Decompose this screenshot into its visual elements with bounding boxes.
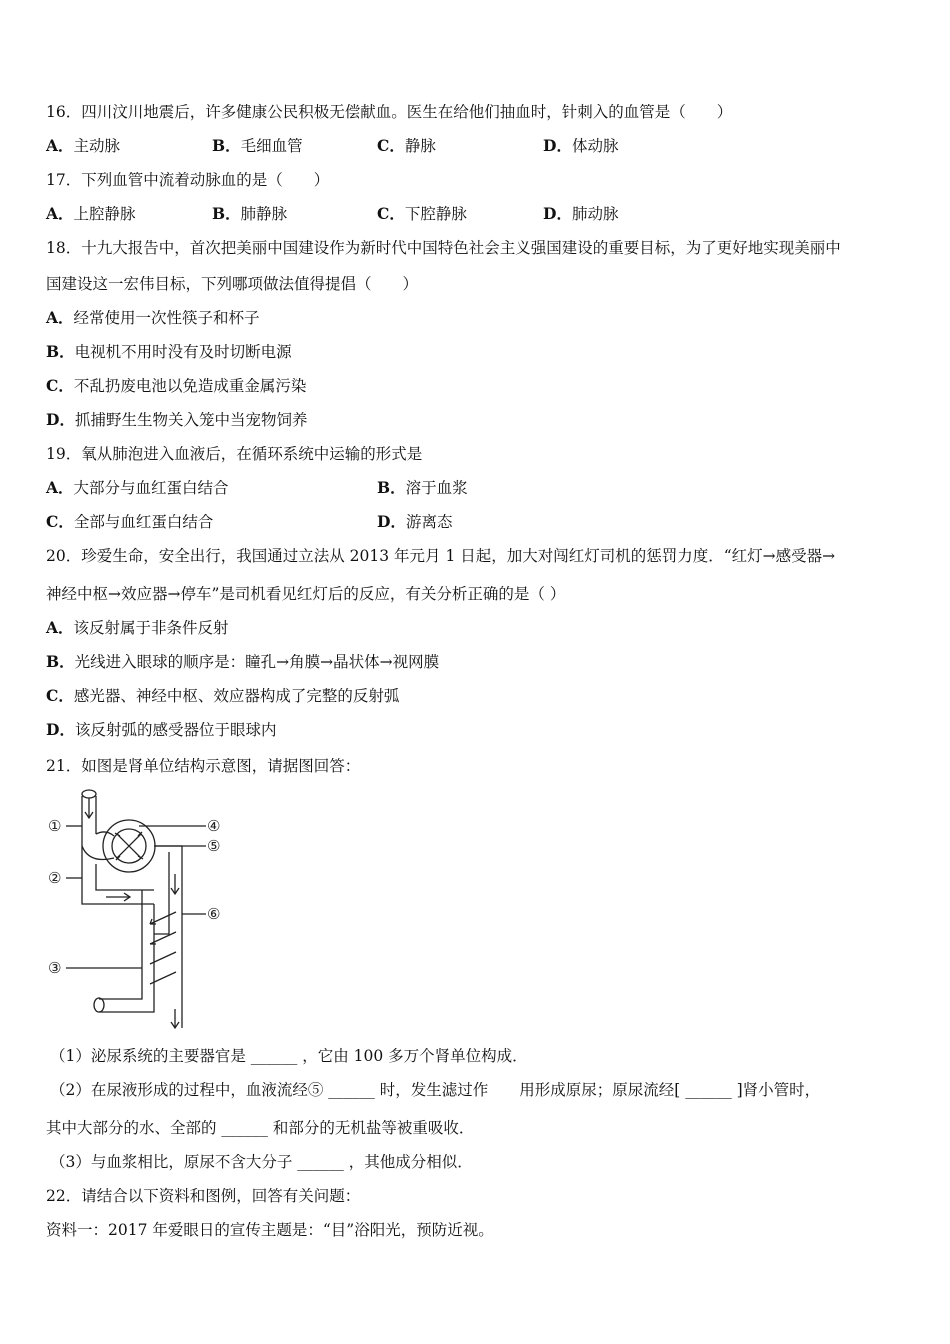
label-3: ③: [48, 959, 62, 977]
glomerulus-cross: [117, 834, 141, 858]
q17-stem: 17．下列血管中流着动脉血的是（ ）: [46, 171, 330, 189]
q20-stem-line2: 神经中枢→效应器→停车”是司机看见红灯后的反应，有关分析正确的是（ ）: [46, 585, 566, 603]
q17-option-d: D．肺动脉: [543, 204, 619, 223]
q21-sub1: （1）泌尿系统的主要器官是 ______ ，它由 100 多万个肾单位构成．: [50, 1047, 528, 1065]
label-5: ⑤: [207, 837, 221, 855]
q22-stem: 22．请结合以下资料和图例，回答有关问题：: [46, 1187, 361, 1205]
nephron-svg: [44, 784, 244, 1034]
flow-arrow-right: [106, 893, 130, 901]
q20-option-c: C．感光器、神经中枢、效应器构成了完整的反射弧: [46, 686, 400, 705]
q19-option-a: A．大部分与血红蛋白结合: [46, 478, 229, 497]
q16-option-c: C．静脉: [377, 136, 436, 155]
q18-option-a: A．经常使用一次性筷子和杯子: [46, 308, 260, 327]
q20-option-a: A．该反射属于非条件反射: [46, 618, 229, 637]
q21-sub2-line1: （2）在尿液形成的过程中，血液流经⑤ ______ 时，发生滤过作 用形成原尿；原尿流经[ ______ ]肾小管时，: [50, 1081, 821, 1099]
q17-option-c: C．下腔静脉: [377, 204, 467, 223]
q19-option-d: D．游离态: [377, 512, 453, 531]
q17-option-b: B．肺静脉: [212, 204, 288, 223]
q18-option-d: D．抓捕野生生物关入笼中当宠物饲养: [46, 410, 308, 429]
q16-stem: 16．四川汶川地震后，许多健康公民积极无偿献血。医生在给他们抽血时，针刺入的血管是（ ）: [46, 103, 733, 121]
loop-descending: [99, 890, 154, 1012]
label-2: ②: [48, 869, 62, 887]
q18-option-c: C．不乱扔废电池以免造成重金属污染: [46, 376, 307, 395]
q18-stem-line1: 18．十九大报告中，首次把美丽中国建设作为新时代中国特色社会主义强国建设的重要目标，为了更好地实现美丽中: [46, 239, 841, 257]
q18-option-b: B．电视机不用时没有及时切断电源: [46, 342, 292, 361]
label-1: ①: [48, 817, 62, 835]
q19-option-c: C．全部与血红蛋白结合: [46, 512, 214, 531]
tubule-arrow-1: [171, 874, 179, 894]
q16-option-d: D．体动脉: [543, 136, 619, 155]
q22-material1: 资料一：2017 年爱眼日的宣传主题是：“目”浴阳光，预防近视。: [46, 1221, 494, 1239]
q19-stem: 19．氧从肺泡进入血液后，在循环系统中运输的形式是: [46, 445, 423, 463]
nephron-diagram: [44, 784, 244, 1034]
label-6: ⑥: [207, 905, 221, 923]
afferent-arrow: [85, 798, 93, 818]
q21-stem: 21．如图是肾单位结构示意图，请据图回答：: [46, 757, 361, 775]
q19-option-b: B．溶于血浆: [377, 478, 468, 497]
q21-sub2-line2: 其中大部分的水、全部的 ______ 和部分的无机盐等被重吸收．: [46, 1119, 475, 1137]
tubule-arrow-2: [171, 1009, 179, 1028]
label-4: ④: [207, 817, 221, 835]
q16-option-a: A．主动脉: [46, 136, 121, 155]
q17-option-a: A．上腔静脉: [46, 204, 136, 223]
vessel-opening: [82, 790, 96, 798]
q16-option-b: B．毛细血管: [212, 136, 303, 155]
q20-option-d: D．该反射弧的感受器位于眼球内: [46, 720, 277, 739]
q18-stem-line2: 国建设这一宏伟目标，下列哪项做法值得提倡（ ）: [46, 275, 419, 293]
q20-option-b: B．光线进入眼球的顺序是：瞳孔→角膜→晶状体→视网膜: [46, 652, 440, 671]
q21-sub3: （3）与血浆相比，原尿不含大分子 ______ ，其他成分相似．: [50, 1153, 473, 1171]
loop-end: [94, 998, 104, 1012]
renal-tubule: [154, 846, 182, 1028]
q20-stem-line1: 20．珍爱生命，安全出行，我国通过立法从 2013 年元月 1 日起，加大对闯红灯司机的惩罚力度．“红灯→感受器→: [46, 547, 836, 565]
vessel-efferent: [82, 832, 114, 860]
